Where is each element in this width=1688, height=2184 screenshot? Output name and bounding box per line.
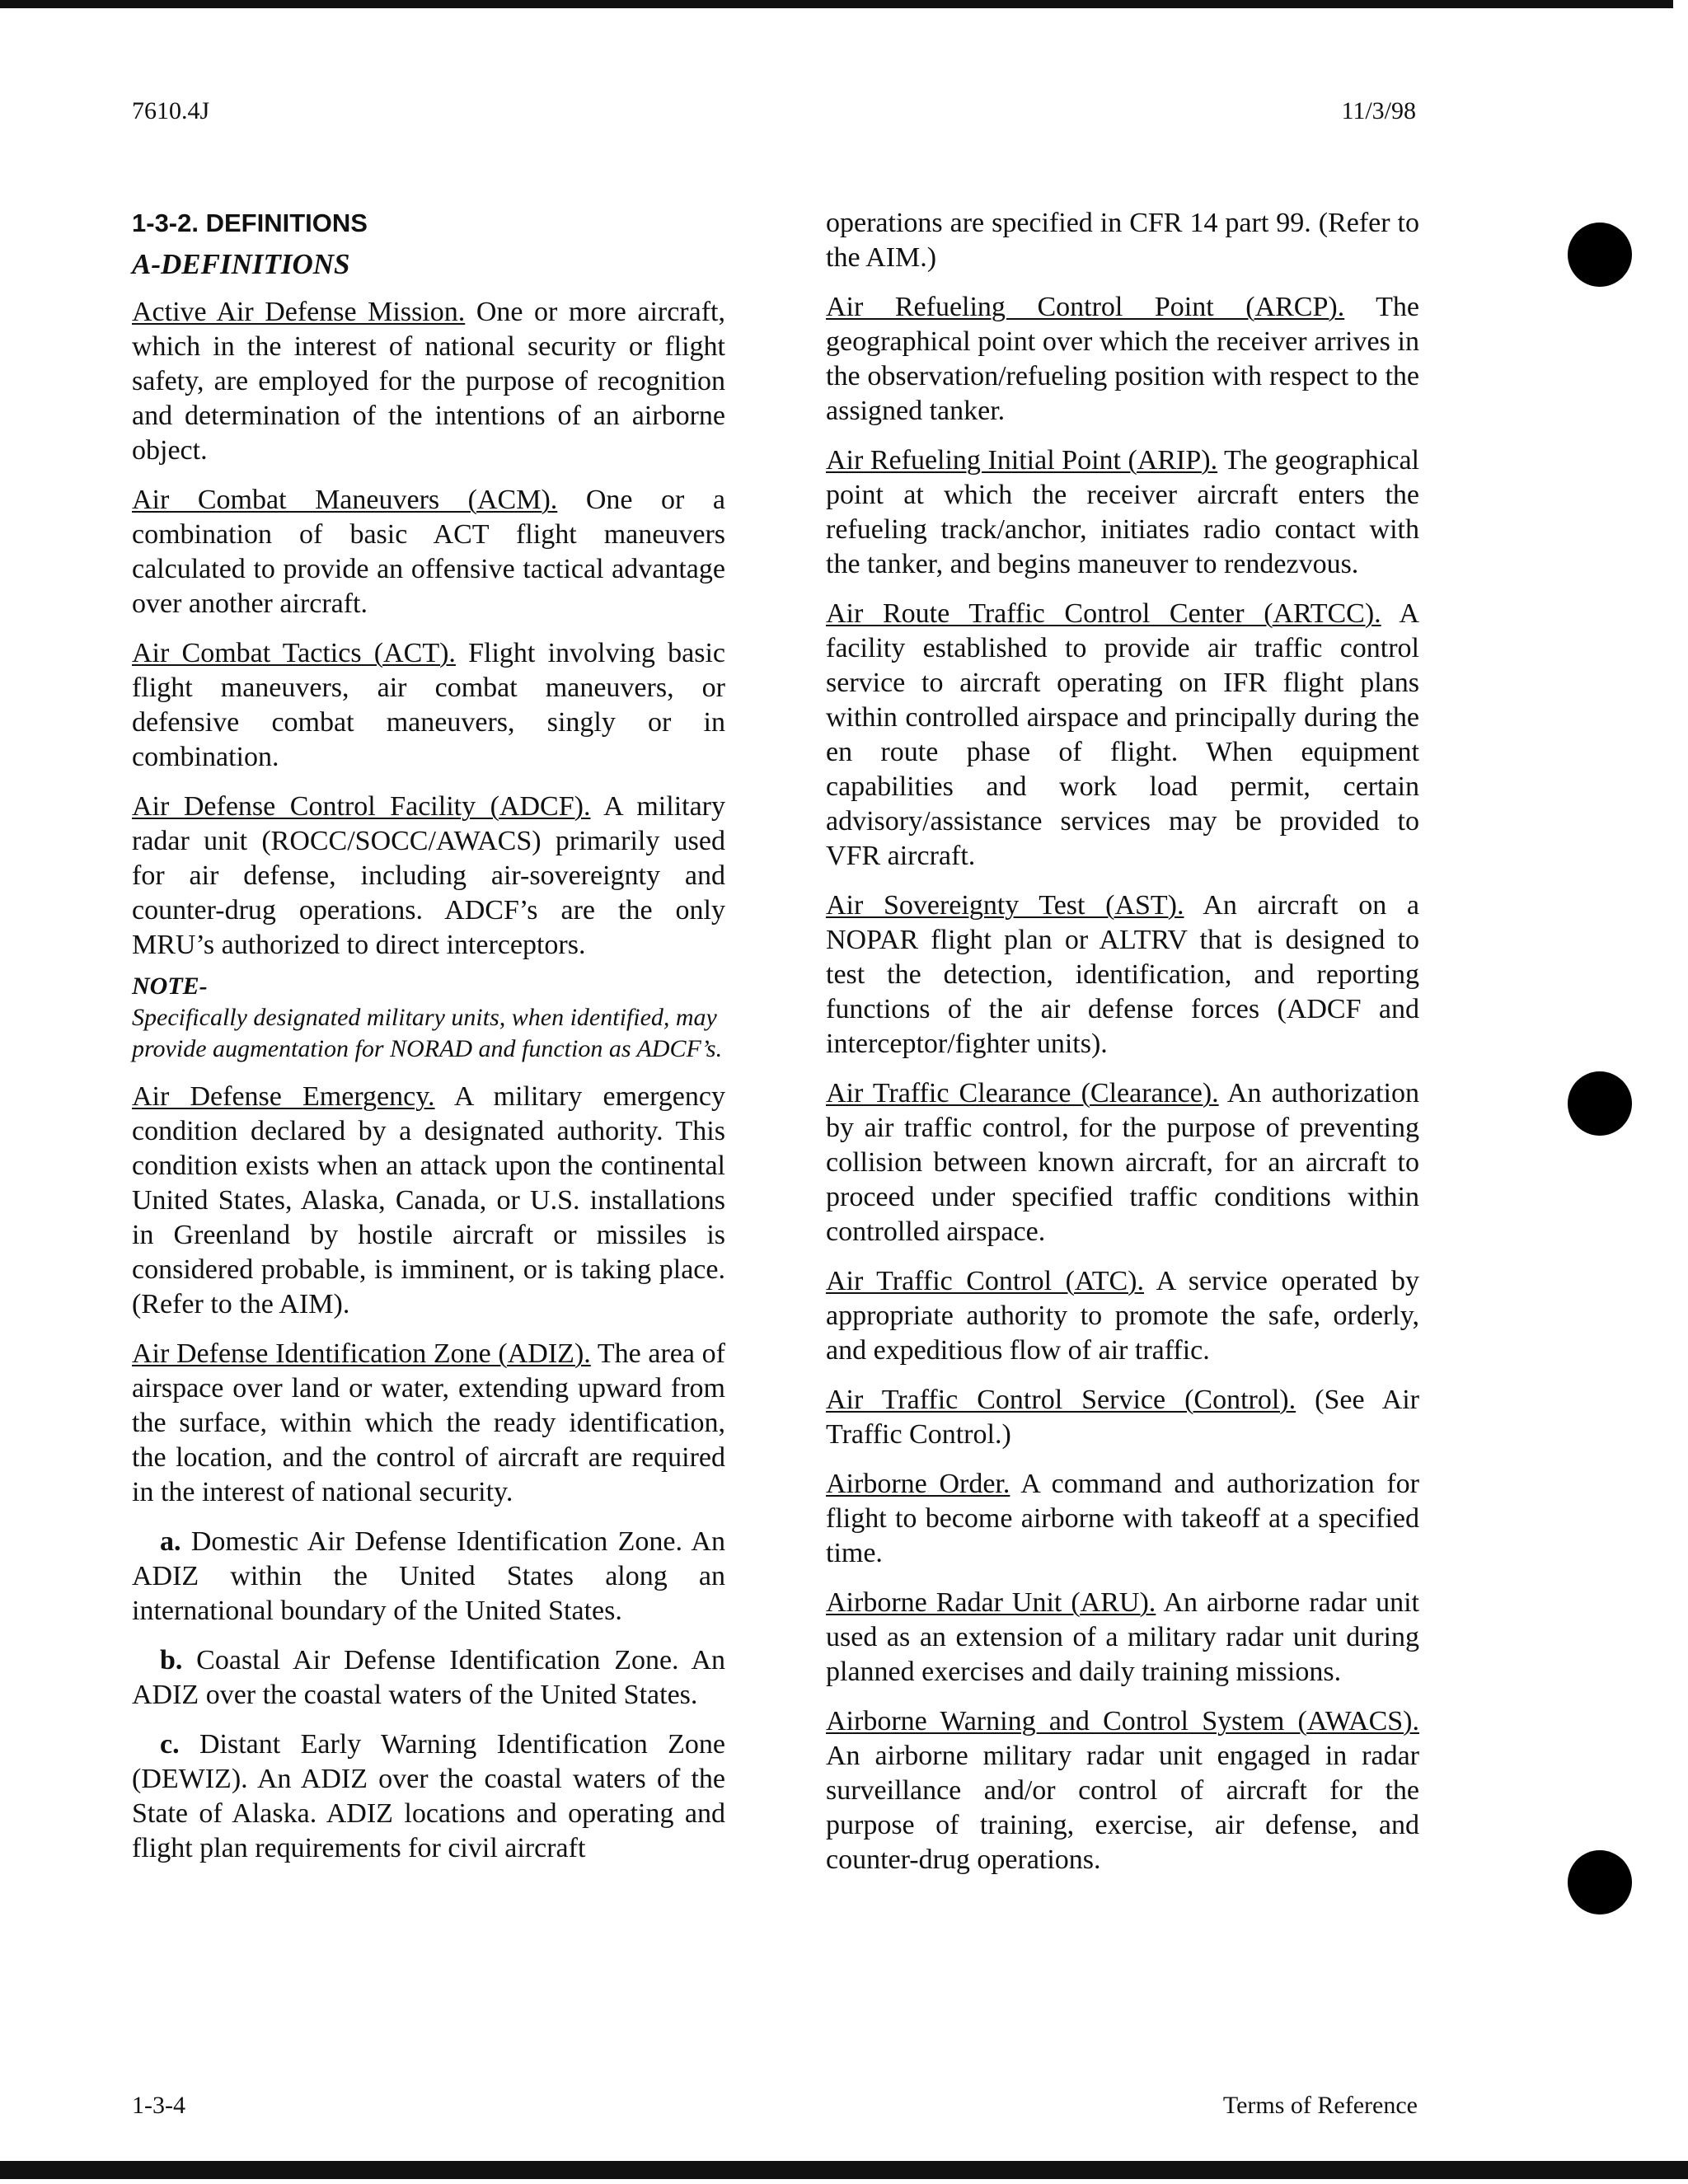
continued-text: operations are specified in CFR 14 part 99. (Refer to the AIM.) — [826, 208, 1419, 273]
definition-text: An authorization by air traffic control, for the purpose of preventing collision between known aircraft, for an aircraft to proceed under specified traffic conditions within controlled airspace. — [826, 1078, 1419, 1247]
definition-term: Air Route Traffic Control Center (ARTCC). — [826, 598, 1381, 629]
definition-term: Air Defense Identification Zone (ADIZ). — [132, 1338, 591, 1369]
definition-entry — [826, 1383, 1419, 1452]
note-text: Specifically designated military units, when identified, may provide augmentation for NORAD and function as ADCF’s. — [132, 1004, 723, 1062]
bottom-rule — [0, 2161, 1688, 2179]
definition-entry — [826, 1586, 1419, 1690]
page-number: 1-3-4 — [132, 2092, 185, 2119]
definition-text: Flight involving basic flight maneuvers, air combat maneuvers, or defensive combat maneuvers, singly or in combination. — [132, 638, 725, 772]
definition-text: A facility established to provide air traffic control service to aircraft operating on IFR flight plans within controlled airspace and principally during the en route phase of flight. When equipment capabilities and work load permit, certain advisory/assistance services may be provided to VFR aircraft. — [826, 598, 1419, 871]
definition-term: Air Combat Tactics (ACT). — [132, 638, 456, 668]
definition-text: An airborne military radar unit engaged in radar surveillance and/or control of aircraft for the purpose of training, exercise, air defense, and counter-drug operations. — [826, 1741, 1419, 1875]
definition-text: (See Air Traffic Control.) — [826, 1385, 1419, 1450]
item-text: Distant Early Warning Identification Zone (DEWIZ). An ADIZ over the coastal waters of the State of Alaska. ADIZ locations and operating and flight plan requirements for civil aircraft — [132, 1729, 725, 1863]
definition-entry — [826, 290, 1419, 429]
doc-date: 11/3/98 — [1341, 97, 1416, 124]
right-column — [826, 206, 1419, 1892]
definition-text: The geographical point at which the receiver aircraft enters the refueling track/anchor, initiates radio contact with the tanker, and begins maneuver to rendezvous. — [826, 445, 1419, 579]
definition-term: Air Defense Control Facility (ADCF). — [132, 791, 591, 822]
definition-text: One or a combination of basic ACT flight maneuvers calculated to provide an offensive tactical advantage over another aircraft. — [132, 485, 725, 619]
left-column — [132, 206, 725, 1881]
definition-text: The geographical point over which the receiver arrives in the observation/refueling position with respect to the assigned tanker. — [826, 292, 1420, 426]
section-subtitle: A-DEFINITIONS — [132, 248, 350, 280]
definition-entry — [132, 483, 725, 621]
definition-term: Air Refueling Control Point (ARCP). — [826, 292, 1345, 322]
item-letter: c. — [160, 1729, 180, 1760]
definition-entry — [826, 888, 1419, 1062]
change-bar-dot — [1568, 223, 1632, 287]
definition-text: One or more aircraft, which in the interest of national security or flight safety, are employed for the purpose of recognition and determination of the intentions of an airborne object. — [132, 297, 725, 466]
definition-entry — [826, 443, 1419, 582]
definition-term: Active Air Defense Mission. — [132, 297, 466, 327]
definition-entry — [132, 1080, 725, 1322]
definition-term: Air Refueling Initial Point (ARIP). — [826, 445, 1218, 476]
definition-entry — [826, 1704, 1419, 1877]
definition-text: A service operated by appropriate authority to promote the safe, orderly, and expeditious flow of air traffic. — [826, 1266, 1419, 1366]
definition-text: A military emergency condition declared by a designated authority. This condition exists when an attack upon the continental United States, Alaska, Canada, or U.S. installations in Greenland by hostile aircraft or missiles is considered probable, is imminent, or is taking place. (Refer to the AIM). — [132, 1081, 725, 1319]
adiz-item — [132, 1727, 725, 1866]
definition-text: An aircraft on a NOPAR flight plan or ALTRV that is designed to test the detection, identification, and reporting functions of the air defense forces (ADCF and interceptor/fighter units). — [826, 890, 1419, 1059]
definition-text: A command and authorization for flight to become airborne with takeoff at a specified time. — [826, 1469, 1419, 1568]
definition-entry — [132, 295, 725, 468]
item-letter: a. — [160, 1526, 181, 1557]
definition-entry — [826, 1264, 1419, 1368]
definition-entry — [132, 790, 725, 963]
definition-term: Air Defense Emergency. — [132, 1081, 435, 1112]
definition-entry — [132, 636, 725, 775]
definition-entry — [826, 597, 1419, 874]
item-text: Domestic Air Defense Identification Zone. An ADIZ within the United States along an international boundary of the United States. — [132, 1526, 725, 1626]
definition-text: A military radar unit (ROCC/SOCC/AWACS) primarily used for air defense, including air-sovereignty and counter-drug operations. ADCF’s are the only MRU’s authorized to direct interceptors. — [132, 791, 725, 960]
definition-term: Air Combat Maneuvers (ACM). — [132, 485, 558, 515]
change-bar-dot — [1568, 1850, 1632, 1915]
definition-entry — [826, 1467, 1419, 1571]
item-letter: b. — [160, 1645, 183, 1675]
definition-term: Airborne Radar Unit (ARU). — [826, 1587, 1156, 1618]
definition-term: Air Traffic Clearance (Clearance). — [826, 1078, 1219, 1108]
adiz-item — [132, 1643, 725, 1713]
definition-entry — [826, 1076, 1419, 1249]
change-bar-dot — [1568, 1071, 1632, 1136]
footer-title: Terms of Reference — [1222, 2092, 1418, 2119]
definition-term: Airborne Order. — [826, 1469, 1010, 1499]
definition-text: The area of airspace over land or water, extending upward from the surface, within which the ready identification, the location, and the control of aircraft are required in the interest of national security. — [132, 1338, 725, 1507]
definition-term: Airborne Warning and Control System (AWACS). — [826, 1706, 1419, 1736]
definition-term: Air Traffic Control (ATC). — [826, 1266, 1144, 1296]
section-title: 1-3-2. DEFINITIONS — [132, 209, 368, 237]
top-rule — [0, 0, 1673, 8]
doc-number: 7610.4J — [132, 97, 210, 124]
definition-term: Air Traffic Control Service (Control). — [826, 1385, 1296, 1415]
definition-term: Air Sovereignty Test (AST). — [826, 890, 1184, 921]
definition-text: An airborne radar unit used as an extension of a military radar unit during planned exercises and daily training missions. — [826, 1587, 1419, 1687]
note-label: NOTE- — [132, 972, 208, 1000]
adiz-item — [132, 1525, 725, 1629]
item-text: Coastal Air Defense Identification Zone. An ADIZ over the coastal waters of the United States. — [132, 1645, 725, 1710]
definition-entry — [132, 1337, 725, 1510]
